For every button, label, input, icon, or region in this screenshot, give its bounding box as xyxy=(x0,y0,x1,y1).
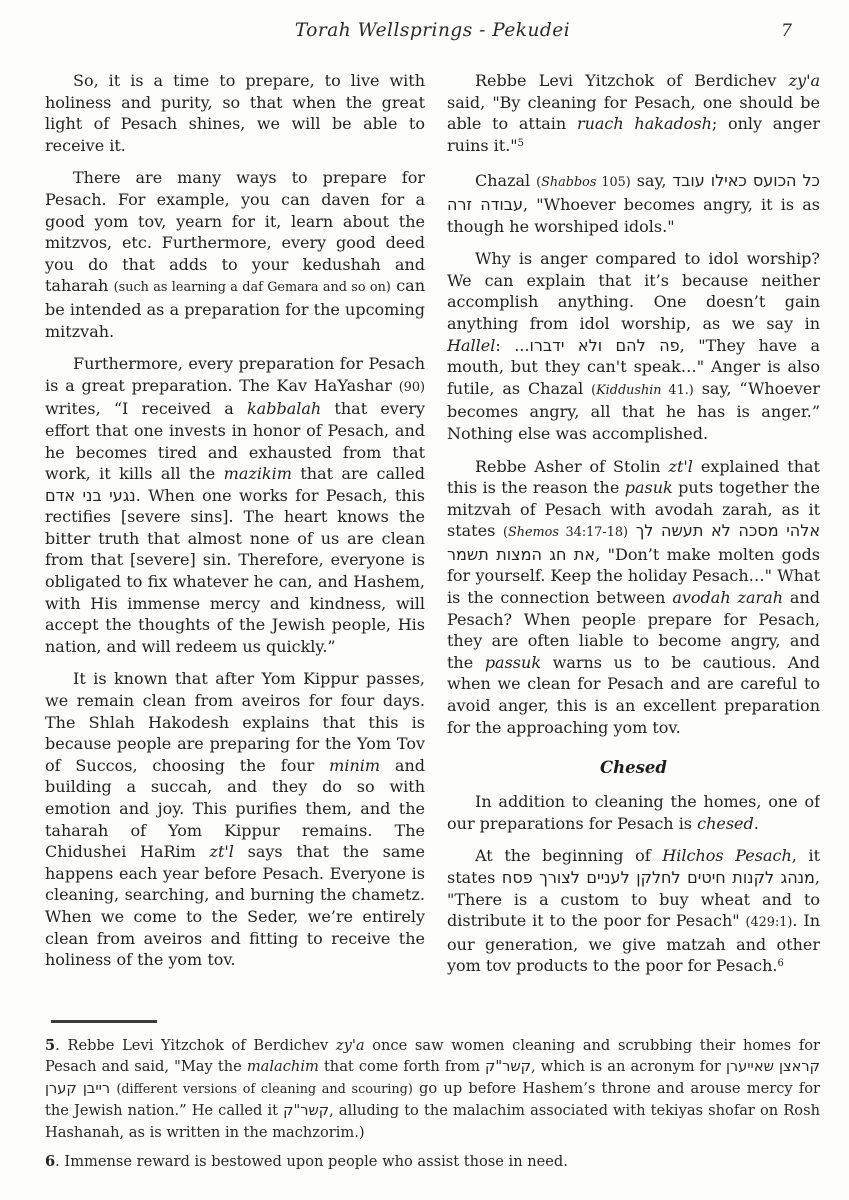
footnote-area xyxy=(45,1035,820,1172)
paragraph: Rebbe Asher of Stolin zt'l explained that this is the reason the pasuk puts together the mitzvah of Pesach with avodah zarah, as it states (Shemos 34:17-18) אלהי מסכה לא תעשה לך את חג המצות תשמר, "Don’t make molten gods for yourself. Keep the holiday Pesach…" What is the connection between avodah zarah and Pesach? When people prepare for Pesach, they are often liable to become angry, and the passuk warns us to be cautious. And when we clean for Pesach and are careful to avoid anger, this is an excellent preparation for the approaching yom tov. xyxy=(447,456,820,737)
page-number: 7 xyxy=(781,21,792,41)
paragraph: Chazal (Shabbos 105) say, כל הכועס כאילו עובד עבודה זרה, "Whoever becomes angry, it is as though he worshiped idols." xyxy=(447,171,820,236)
paragraph: At the beginning of Hilchos Pesach, it states מנהג לקנות חיטים לחלקן לעניים לצורך פסח, "There is a custom to buy wheat and to distribute it to the poor for Pesach" (429:1). In our generation, we give matzah and other yom tov products to the poor for Pesach.$^6$ xyxy=(447,846,820,976)
paragraph: So, it is a time to prepare, to live with holiness and purity, so that when the great light of Pesach shines, we will be able to receive it. xyxy=(45,71,425,155)
paragraph: In addition to cleaning the homes, one of our preparations for Pesach is chesed. xyxy=(447,792,820,833)
paragraph: Furthermore, every preparation for Pesach is a great preparation. The Kav HaYashar (90) writes, “I received a kabbalah that every effort that one invests in honor of Pesach, and he becomes tired and exhausted from that work, it kills all the mazikim that are called נגעי בני אדם. When one works for Pesach, this rectifies [severe sins]. The heart knows the bitter truth that almost none of us are clean from that [severe] sin. Therefore, everyone is obligated to fix whatever he can, and Hashem, with His immense mercy and kindness, will accept the thoughts of the Jewish people, His nation, and will redeem us quickly.” xyxy=(45,354,426,656)
paragraph: It is known that after Yom Kippur passes, we remain clean from aveiros for four days. The Shlah Hakodesh explains that this is because people are preparing for the Yom Tov of Succos, choosing the four minim and building a succah, and they do so with emotion and joy. This purifies them, and the taharah of Yom Kippur remains. The Chidushei HaRim zt'l says that the same happens each year before Pesach. Everyone is cleaning, searching, and burning the chametz. When we come to the Seder, we’re entirely clean from aveiros and fitting to receive the holiness of the yom tov. xyxy=(45,669,426,970)
footnote: 5. Rebbe Levi Yitzchok of Berdichev zy'a once saw women cleaning and scrubbing their homes for Pesach and said, "May the malachim that come forth from קשר"ק, which is an acronym for קראצן שאייערן רייבן קערן (different versions of cleaning and scouring) go up before Hashem’s throne and arouse mercy for the Jewish nation.” He called it קשר"ק, alluding to the malachim associated with tekiyas shofar on Rosh Hashanah, as is written in the machzorim.) xyxy=(45,1037,821,1141)
page-header xyxy=(45,16,820,46)
page-title: Torah Wellsprings - Pekudei xyxy=(294,20,571,41)
column-left xyxy=(45,70,425,1008)
paragraph: Rebbe Levi Yitzchok of Berdichev zy'a said, "By cleaning for Pesach, one should be able to attain ruach hakadosh; only anger ruins it."$^5$ xyxy=(447,71,820,155)
footnote: 6. Immense reward is bestowed upon people who assist those in need. xyxy=(45,1153,568,1171)
paragraph: Why is anger compared to idol worship? We can explain that it’s because neither accomplish anything. One doesn’t gain anything from idol worship, as we say in Hallel: פה להם ולא ידברו..., "They have a mouth, but they can't speak…" Anger is also futile, as Chazal (Kiddushin 41.) say, “Whoever becomes angry, all that he has is anger.” Nothing else was accomplished. xyxy=(447,249,820,443)
section-heading: Chesed xyxy=(600,758,667,778)
column-right xyxy=(447,70,820,1008)
footnote-separator xyxy=(51,1020,157,1023)
two-column-body xyxy=(45,70,820,1008)
paragraph: There are many ways to prepare for Pesach. For example, you can daven for a good yom tov, yearn for it, learn about the mitzvos, etc. Furthermore, every good deed you do that adds to your kedushah and taharah (such as learning a daf Gemara and so on) can be intended as a preparation for the upcoming mitzvah. xyxy=(45,168,425,341)
